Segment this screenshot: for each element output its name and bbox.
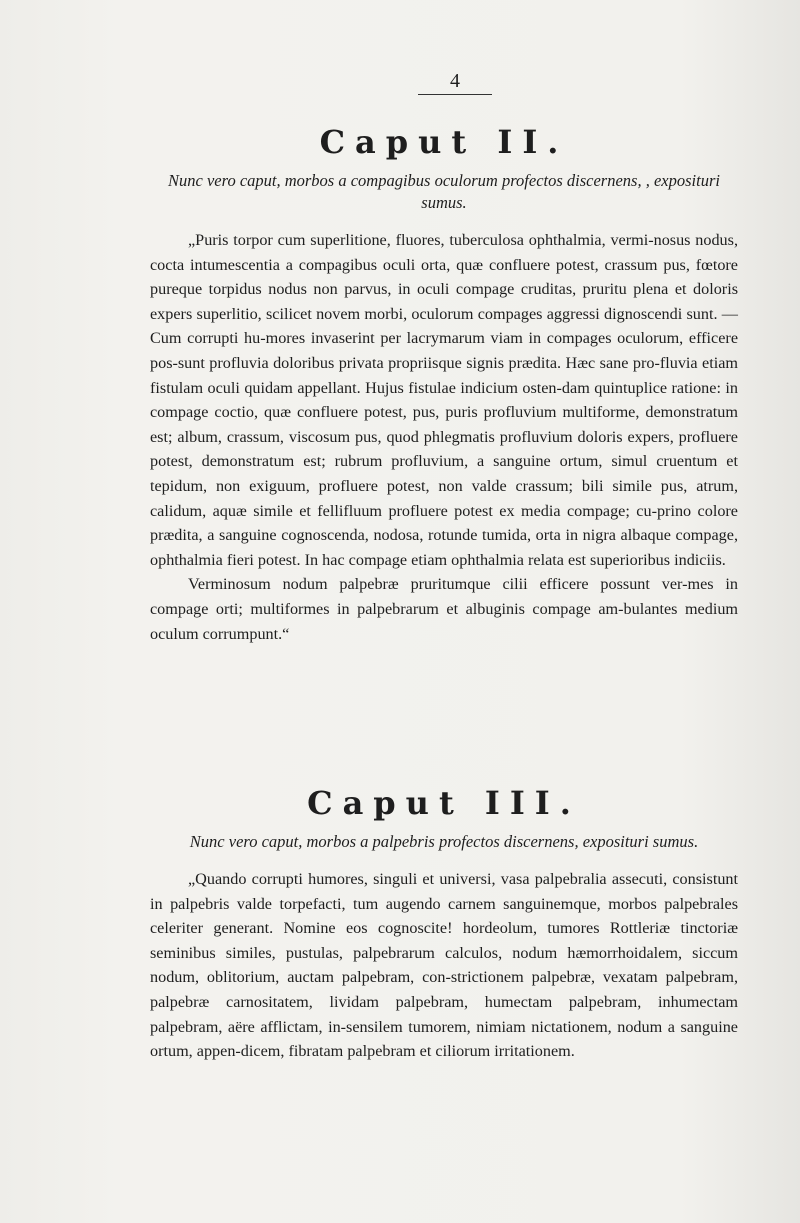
- chapter-2-subtitle: Nunc vero caput, morbos a compagibus oculorum profectos discernens, , exposituri sumus.: [168, 171, 720, 212]
- chapter-3-section: [150, 783, 738, 1064]
- chapter-2-paragraph: „Puris torpor cum superlitione, fluores, tuberculosa ophthalmia, vermi-nosus nodus, cocta intumescentia a compagibus oculi orta, quæ confluere potest, crassum pus, fœtore pureque torpidus nodus non parvus, in oculi compage cruditas, pruritu plena et doloris expers superlitio, scilicet novem morbi, oculorum compages aggressi dignoscendi sunt. — Cum corrupti hu-mores invaserint per lacrymarum viam in compages oculorum, efficere pos-sunt profluvia doloribus privata propriisque signis prædita. Hæc sane pro-fluvia etiam fistulam oculi quidam appellant. Hujus fistulae indicium osten-dam quintuplice ratione: in compage coctio, quæ confluere potest, pus, puris profluvium multiforme, demonstratum est; album, crassum, viscosum pus, quod phlegmatis profluvium doloris expers, profluere potest, demonstratum est; rubrum profluvium, a sanguine ortum, simul cruentum et tepidum, non exiguum, profluere potest, non valde crassum; bili simile pus, atrum, calidum, aquæ simile et fellifluum profluere potest ex media compage; cu-prino colore prædita, a sanguine cognoscenda, nodosa, rotunde tumida, orta in nigra albaque compage, ophthalmia fieri potest. In hac compage etiam ophthalmia relata est superioribus indiciis.: [150, 231, 738, 569]
- chapter-3-paragraph: „Quando corrupti humores, singuli et universi, vasa palpebralia assecuti, consistunt in palpebris valde torpefacti, tum augendo carnem sanguinemque, morbos palpebrales celeriter generant. Nomine eos cognoscite! hordeolum, tumores Rottleriæ tinctoriæ seminibus similes, pustulas, palpebrarum calculos, nodum hæmorrhoidalem, siccum nodum, oblitorium, auctam palpebram, con-strictionem palpebræ, vexatam palpebram, palpebræ carnositatem, lividam palpebram, humectam palpebram, inhumectam palpebram, aëre afflictam, in-sensilem tumorem, nimiam nictationem, nodum a sanguine ortum, appen-dicem, fibratam palpebram et ciliorum irritationem.: [150, 870, 738, 1061]
- chapter-3-heading: Caput III.: [307, 784, 581, 822]
- chapter-3-subtitle: Nunc vero caput, morbos a palpebris profectos discernens, exposituri sumus.: [189, 832, 699, 851]
- chapter-2-heading: Caput II.: [319, 123, 569, 161]
- chapter-2-section: [150, 122, 738, 646]
- chapter-2-paragraph: Verminosum nodum palpebræ pruritumque cilii efficere possunt ver-mes in compage orti; multiformes in palpebrarum et albuginis compage am-bulantes medium oculum corrumpunt.“: [150, 575, 738, 643]
- page-number: 4: [418, 68, 492, 95]
